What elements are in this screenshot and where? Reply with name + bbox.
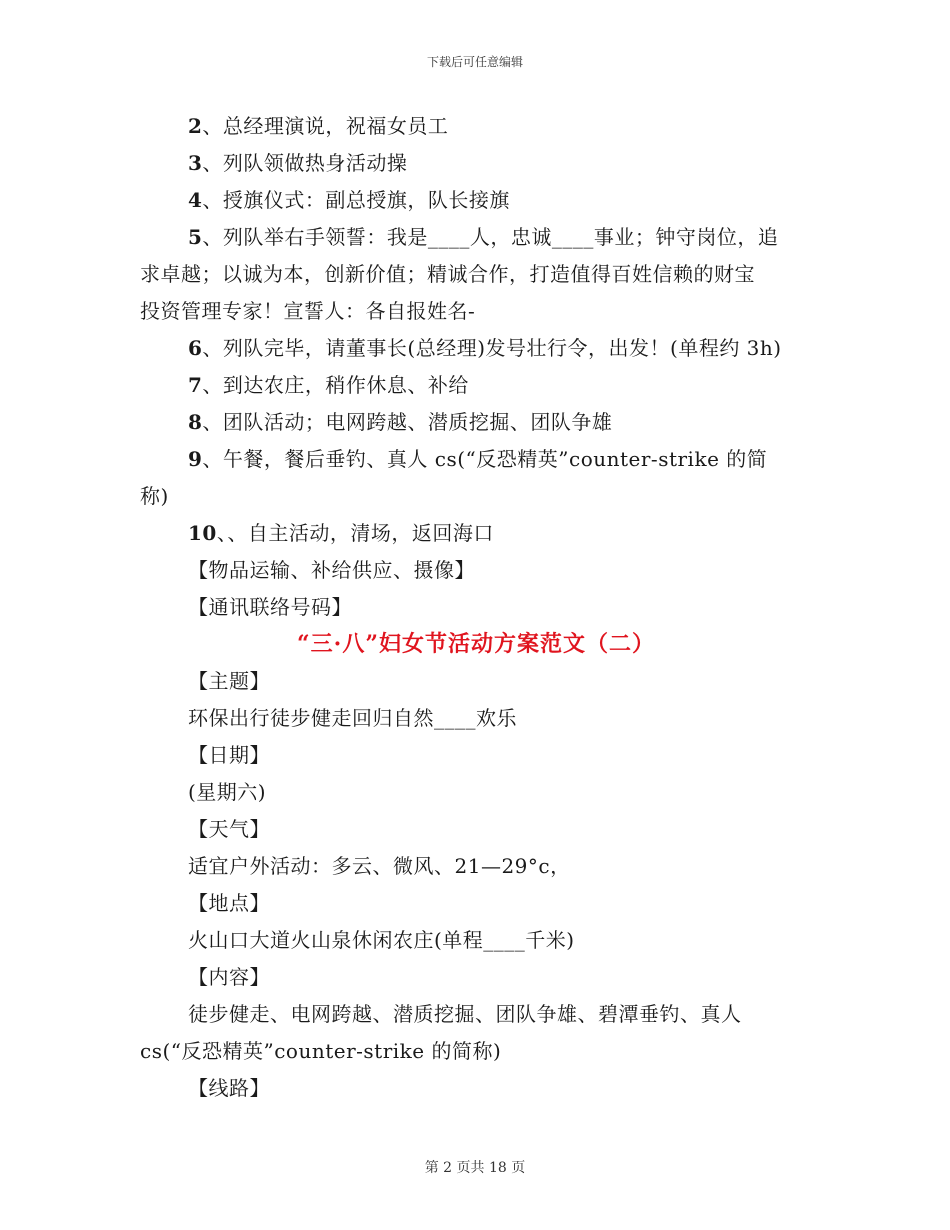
item-number: 8 [188, 410, 203, 434]
section-label-transport [140, 552, 812, 589]
label-content: 【内容】 [188, 965, 270, 989]
location-text: 火山口大道火山泉休闲农庄(单程____千米) [188, 928, 575, 952]
item-text: 、授旗仪式：副总授旗，队长接旗 [202, 188, 510, 212]
item-text: 、午餐，餐后垂钓、真人 cs(“反恐精英”counter-strike 的简 [202, 447, 768, 471]
label-date: 【日期】 [188, 743, 270, 767]
list-item-10 [140, 515, 812, 552]
item-text: 、团队活动；电网跨越、潜质挖掘、团队争雄 [202, 410, 613, 434]
list-item-5-continued [140, 293, 812, 330]
item-text: 【通讯联络号码】 [188, 595, 352, 619]
item-text: 投资管理专家！宣誓人：各自报姓名- [140, 299, 476, 323]
list-item-6 [140, 330, 812, 367]
list-item-7 [140, 367, 812, 404]
list-item-2 [140, 108, 812, 145]
section-title: “三·八”妇女节活动方案范文（二） [297, 631, 655, 657]
item-text: 、列队完毕，请董事长(总经理)发号壮行令，出发！(单程约 3h) [202, 336, 782, 360]
list-item-8 [140, 404, 812, 441]
content-text: 徒步健走、电网跨越、潜质挖掘、团队争雄、碧潭垂钓、真人 [188, 1002, 742, 1026]
list-item-9 [140, 441, 812, 478]
item-text: 【物品运输、补给供应、摄像】 [188, 558, 475, 582]
list-item-9-continued [140, 478, 812, 515]
item-number: 9 [188, 447, 203, 471]
item-text: 求卓越；以诚为本，创新价值；精诚合作，打造值得百姓信赖的财宝 [140, 262, 755, 286]
section-label-contact [140, 589, 812, 626]
item-number: 10 [188, 521, 217, 545]
item-number: 4 [188, 188, 203, 212]
list-item-5 [140, 219, 812, 256]
item-number: 2 [188, 114, 203, 138]
item-text: 、列队举右手领誓：我是____人，忠诚____事业；钟守岗位，追 [202, 225, 779, 249]
content-text-continued: cs(“反恐精英”counter-strike 的简称) [140, 1039, 502, 1063]
document-body [140, 108, 812, 1107]
item-text: 称) [140, 484, 169, 508]
label-weather: 【天气】 [188, 817, 270, 841]
label-location: 【地点】 [188, 891, 270, 915]
item-number: 5 [188, 225, 203, 249]
page-footer: 第 2 页共 18 页 [424, 1160, 526, 1176]
item-number: 7 [188, 373, 203, 397]
item-text: 、总经理演说，祝福女员工 [202, 114, 449, 138]
page-header: 下载后可任意编辑 [426, 55, 523, 69]
item-number: 3 [188, 151, 203, 175]
item-text: 、到达农庄，稍作休息、补给 [202, 373, 469, 397]
list-item-5-continued [140, 256, 812, 293]
list-item-3 [140, 145, 812, 182]
list-item-4 [140, 182, 812, 219]
theme-text: 环保出行徒步健走回归自然____欢乐 [188, 706, 517, 730]
label-route: 【线路】 [188, 1076, 270, 1100]
weather-text: 适宜户外活动：多云、微风、21—29°c， [188, 854, 571, 878]
item-text: 、、自主活动，清场，返回海口 [216, 521, 494, 545]
date-text: (星期六) [188, 780, 267, 804]
label-theme: 【主题】 [188, 669, 270, 693]
item-number: 6 [188, 336, 203, 360]
item-text: 、列队领做热身活动操 [202, 151, 408, 175]
